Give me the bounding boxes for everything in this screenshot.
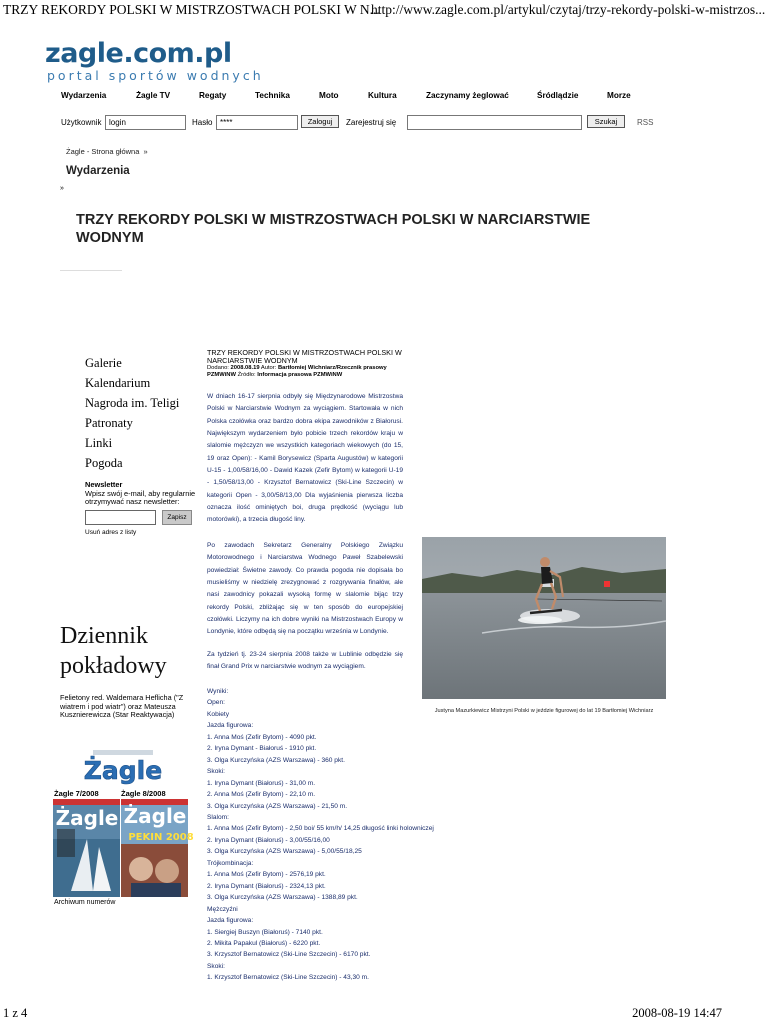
newsletter-unsubscribe-link[interactable]: Usuń adres z listy — [85, 529, 137, 536]
nav-item-zagle-tv[interactable]: Żagle TV — [136, 91, 171, 100]
meta-author: Bartłomiej Wichniarz/Rzecznik prasowy PZMWiNW — [207, 365, 387, 378]
article-photo[interactable] — [422, 537, 666, 699]
article-paragraph-1: W dniach 16-17 sierpnia odbyły się Międzynarodowe Mistrzostwa Polski w Narciarstwie Wodnym za wyciągiem. Startowała w nich Polska czołówka oraz bardzo dobra ekipa zawodników z Białorusi. Największym wydarzeniem było pobicie trzech rekordów kraju w slalomie mężczyzn we wszystkich kategoriach wiekowych (do 15, 19 oraz Open): - Kamil Borysewicz (Sparta Augustów) w kategorii U-15 - 1,00/58/16,00 - Dawid Kazek (Zefir Bytom) w kategorii U-19 - 1,50/58/13,00 - Krzysztof Bernatowicz (Ski-Line Szczecin) w kategorii Open - 3,00/58/13,00 Dla wyjaśnienia pierwsza liczba oznacza ilość ominiętych boi, druga prędkość (wyciągu lub motorówki), a trzecia długość liny. — [207, 393, 403, 524]
print-page-number: 1 z 4 — [3, 1006, 28, 1020]
print-url: http://www.zagle.com.pl/artykul/czytaj/trzy-rekordy-polski-w-mistrzos... — [371, 2, 765, 17]
archive-link[interactable]: Archiwum numerów — [54, 899, 116, 906]
nav-item-zaczynamy[interactable]: Zaczynamy żeglować — [426, 91, 509, 100]
article-small-title: TRZY REKORDY POLSKI W MISTRZOSTWACH POLSKI W NARCIARSTWIE WODNYM — [207, 348, 402, 365]
result-line: 3. Olga Kurczyńska (AZS Warszawa) - 5,00/55/18,25 — [207, 848, 362, 856]
article-paragraph-2: Po zawodach Sekretarz Generalny Polskiego Związku Motorowodnego i Narciarstwa Wodnego Paweł Szabelewski powiedział: Świetne zawody. Co prawda pogoda nie dopisała bo musieliśmy w niedzielę zrezygnować z rozgrywania finałów, ale nasi zawodnicy pokazali wysoką formę w slalomie bijąc trzy rekordy Polski, zbliżając się w ten sposób do europejskiej czołówki. Liczymy na ich dobre wyniki na Mistrzostwach Europy w Londynie, które odbędą się na początku września w Londynie. — [207, 542, 403, 636]
dziennik-line2: pokładowy — [60, 653, 167, 679]
print-header — [0, 0, 765, 20]
nav-item-wydarzenia[interactable]: Wydarzenia — [61, 91, 107, 100]
cover-title-7: Żagle — [55, 806, 119, 830]
result-line: 3. Krzysztof Bernatowicz (Ski-Line Szczecin) - 6170 pkt. — [207, 951, 371, 959]
print-footer — [0, 1006, 725, 1024]
result-line: Kobiety — [207, 710, 229, 718]
nav-item-regaty[interactable]: Regaty — [199, 91, 227, 100]
side-menu — [85, 353, 179, 473]
result-line: Wyniki: — [207, 688, 229, 695]
cover-issue-7[interactable] — [53, 799, 120, 897]
side-menu-pogoda[interactable]: Pogoda — [85, 456, 123, 470]
nav-item-morze[interactable]: Morze — [607, 91, 631, 100]
result-line: 2. Mikita Papakul (Białoruś) - 6220 pkt. — [207, 939, 321, 947]
print-datetime: 2008-08-19 14:47 — [632, 1006, 722, 1020]
newsletter-subscribe-button[interactable]: Zapisz — [162, 510, 192, 525]
result-line: Jazda figurowa: — [207, 722, 254, 730]
meta-source: Informacja prasowa PZMWiNW — [257, 372, 343, 378]
article-title: TRZY REKORDY POLSKI W MISTRZOSTWACH POLSKI W NARCIARSTWIE WODNYM — [76, 212, 591, 246]
newsletter-heading: Newsletter — [85, 480, 123, 489]
search-input[interactable] — [407, 115, 582, 130]
username-input[interactable]: login — [105, 115, 186, 130]
side-menu-nagroda[interactable]: Nagroda im. Teligi — [85, 396, 180, 410]
results-list — [207, 686, 434, 984]
result-line: Open: — [207, 699, 225, 707]
meta-author-label: Autor: — [260, 365, 277, 371]
article-paragraph-3: Za tydzień tj. 23-24 sierpnia 2008 także w Lublinie odbędzie się finał Grand Prix w narciarstwie wodnym za wyciągiem. — [207, 651, 403, 671]
sub-breadcrumb: » — [60, 185, 64, 192]
result-line: 2. Iryna Dymant - Białoruś - 1910 pkt. — [207, 745, 317, 753]
site-logo[interactable] — [45, 40, 264, 83]
divider — [60, 270, 122, 271]
user-label: Użytkownik — [61, 118, 102, 127]
cover-pekin-text: PEKIN 2008 — [128, 832, 194, 843]
side-menu-kalendarium[interactable]: Kalendarium — [85, 376, 151, 390]
result-line: 1. Anna Moś (Zefir Bytom) - 4090 pkt. — [207, 733, 317, 741]
article-meta — [207, 365, 407, 379]
result-line: Skoki: — [207, 768, 225, 776]
login-button[interactable]: Zaloguj — [301, 115, 339, 128]
breadcrumb-home[interactable]: Żagle - Strona główna — [66, 147, 140, 156]
password-input[interactable]: **** — [216, 115, 298, 130]
result-line: 1. Krzysztof Bernatowicz (Ski-Line Szczecin) - 43,30 m. — [207, 974, 369, 982]
search-button[interactable]: Szukaj — [587, 115, 625, 128]
issue-label-8[interactable]: Żagle 8/2008 — [121, 789, 166, 798]
nav-item-technika[interactable]: Technika — [255, 91, 290, 100]
result-line: 1. Anna Moś (Zefir Bytom) - 2,50 boi/ 55 km/h/ 14,25 długość linki holowniczej — [207, 825, 434, 833]
logo-text: zagle.com.pl — [45, 38, 232, 69]
side-menu-patronaty[interactable]: Patronaty — [85, 416, 133, 430]
register-link[interactable]: Zarejestruj się — [346, 118, 397, 127]
photo-caption: Justyna Mazurkiewicz Mistrzyni Polski w jeździe figurowej do lat 19 Bartłomiej Wichniarz — [434, 708, 654, 714]
nav-item-srodladzie[interactable]: Śródlądzie — [537, 91, 579, 100]
result-line: 3. Olga Kurczyńska (AZS Warszawa) - 21,50 m. — [207, 802, 348, 810]
result-line: 2. Iryna Dymant (Białoruś) - 3,00/55/16,00 — [207, 836, 330, 844]
result-line: 1. Anna Moś (Zefir Bytom) - 2576,19 pkt. — [207, 871, 326, 879]
breadcrumb — [66, 147, 148, 156]
cover-title-8: Żagle — [123, 804, 187, 828]
meta-added-label: Dodano: — [207, 365, 229, 371]
issue-label-7[interactable]: Żagle 7/2008 — [54, 789, 99, 798]
meta-date: 2008.08.19 — [230, 365, 260, 371]
logo-tagline: portal sportów wodnych — [47, 68, 264, 83]
result-line: 1. Iryna Dymant (Białoruś) - 31,00 m. — [207, 779, 316, 787]
result-line: 3. Olga Kurczyńska (AZS Warszawa) - 1388,89 pkt. — [207, 894, 358, 902]
magazine-logo-text: Żagle — [83, 756, 163, 785]
result-line: Trójkombinacja: — [207, 859, 254, 867]
result-line: Slalom: — [207, 813, 229, 821]
dziennik-heading[interactable] — [60, 621, 167, 681]
zagle-magazine-logo[interactable] — [83, 749, 163, 785]
side-menu-linki[interactable]: Linki — [85, 436, 113, 450]
dziennik-line1: Dziennik — [60, 623, 148, 649]
print-title: TRZY REKORDY POLSKI W MISTRZOSTWACH POLSKI W N... — [3, 2, 380, 17]
result-line: Mężczyźni — [207, 905, 238, 913]
meta-source-label: Źródło: — [237, 372, 256, 378]
cover-issue-8[interactable] — [121, 799, 194, 897]
result-line: 1. Siergiej Buszyn (Białoruś) - 7140 pkt. — [207, 928, 323, 936]
dziennik-description: Felietony red. Waldemara Heflicha ("Z wiatrem i pod wiatr") oraz Mateusza Kusznierewicza (Star Reaktywacja) — [60, 693, 184, 720]
nav-item-kultura[interactable]: Kultura — [368, 91, 397, 100]
newsletter-email-input[interactable] — [85, 510, 156, 525]
section-title[interactable]: Wydarzenia — [66, 165, 130, 177]
rss-link[interactable]: RSS — [637, 118, 654, 127]
side-menu-galerie[interactable]: Galerie — [85, 356, 122, 370]
newsletter-box — [85, 481, 200, 507]
nav-item-moto[interactable]: Moto — [319, 91, 339, 100]
result-line: Skoki: — [207, 962, 225, 970]
newsletter-text: Wpisz swój e-mail, aby regularnie otrzymywać nasz newsletter: — [85, 488, 196, 507]
result-line: Jazda figurowa: — [207, 917, 254, 925]
password-label: Hasło — [192, 118, 213, 127]
breadcrumb-sep: » — [143, 147, 148, 156]
result-line: 2. Iryna Dymant (Białoruś) - 2324,13 pkt. — [207, 882, 326, 890]
result-line: 2. Anna Moś (Zefir Bytom) - 22,10 m. — [207, 791, 316, 799]
main-nav — [0, 91, 725, 103]
result-line: 3. Olga Kurczyńska (AZS Warszawa) - 360 pkt. — [207, 756, 345, 764]
login-bar — [0, 115, 725, 131]
